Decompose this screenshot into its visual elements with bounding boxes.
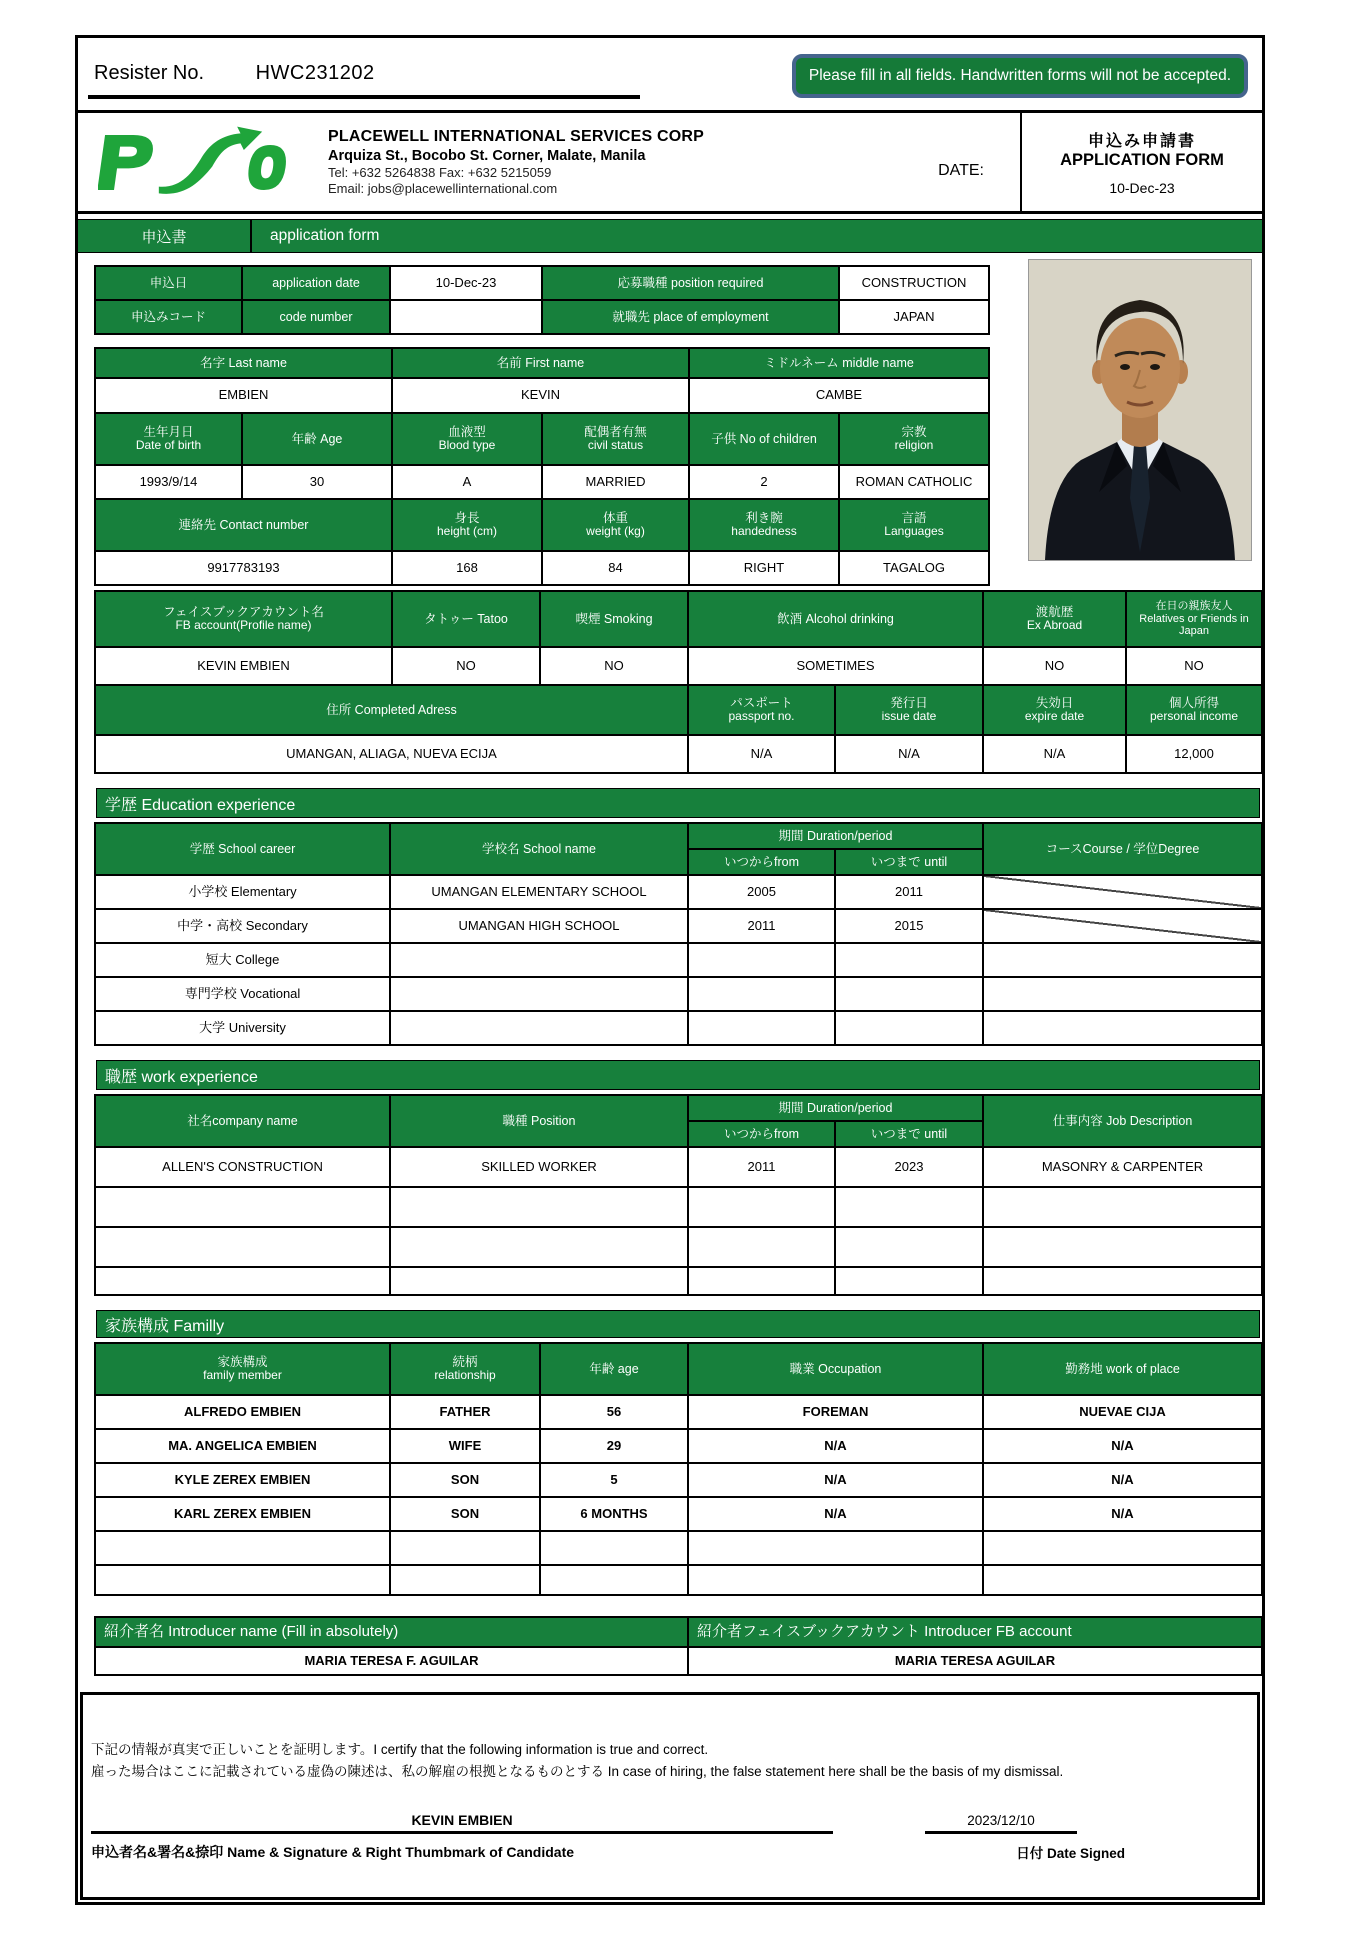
label-family-age: 年齢 age [541,1344,689,1396]
label-application-date-jp: 申込日 [96,267,243,301]
row-code-number [94,301,990,335]
label-weight: 体重 weight (kg) [543,500,690,552]
label-edu-from: いつからfrom [689,850,836,876]
field-family-occ [689,1532,984,1566]
field-code-number [391,301,543,335]
application-form-bar-jp: 申込書 [78,220,252,252]
label-address: 住所 Completed Adress [96,686,689,736]
field-family-rel [391,1566,541,1596]
label-ex-abroad: 渡航歴 Ex Abroad [984,592,1127,648]
label-relationship: 続柄 relationship [391,1344,541,1396]
field-family-occ: N/A [689,1430,984,1464]
field-family-place [984,1566,1263,1596]
row-fb-headers [94,590,1263,648]
label-middle-name: ミドルネーム middle name [690,349,990,379]
field-family-rel [391,1532,541,1566]
work-row [94,1268,1263,1296]
field-edu-from: 2011 [689,910,836,944]
section-bar-work: 職歴 work experience [96,1060,1260,1090]
field-work-position [391,1188,689,1228]
field-work-position: SKILLED WORKER [391,1148,689,1188]
signature-row [91,1812,1243,1834]
field-edu-course [984,944,1263,978]
label-family-member: 家族構成 family member [96,1344,391,1396]
field-family-age: 29 [541,1430,689,1464]
label-application-date-en: application date [243,267,391,301]
label-work-duration: 期間 Duration/period [689,1096,984,1122]
signature-name: KEVIN EMBIEN [91,1812,833,1834]
field-ex-abroad: NO [984,648,1127,686]
field-edu-from [689,978,836,1012]
form-title-en: APPLICATION FORM [1060,151,1224,169]
company-name: PLACEWELL INTERNATIONAL SERVICES CORP [328,127,705,145]
company-telfax: Tel: +632 5264838 Fax: +632 5215059 [328,164,552,180]
field-age: 30 [243,466,393,500]
field-family-member: ALFREDO EMBIEN [96,1396,391,1430]
family-row [94,1464,1263,1498]
field-family-member: KARL ZEREX EMBIEN [96,1498,391,1532]
field-work-company [96,1268,391,1296]
field-edu-school: UMANGAN HIGH SCHOOL [391,910,689,944]
education-row [94,1012,1263,1046]
label-edu-until: いつまで until [836,850,984,876]
field-application-date: 10-Dec-23 [391,267,543,301]
row-address-values [94,736,1263,774]
label-school-career: 学歴 School career [96,824,391,876]
field-edu-from [689,1012,836,1046]
field-work-from [689,1228,836,1268]
label-blood-type: 血液型 Blood type [393,414,543,466]
label-introducer-name: 紹介者名 Introducer name (Fill in absolutely) [96,1618,689,1648]
field-edu-from [689,944,836,978]
field-family-place: N/A [984,1498,1263,1532]
field-work-from [689,1268,836,1296]
field-languages: TAGALOG [840,552,990,586]
field-last-name: EMBIEN [96,379,393,414]
field-edu-career: 短大 College [96,944,391,978]
field-work-from: 2011 [689,1148,836,1188]
field-family-occ [689,1566,984,1596]
label-code-number-en: code number [243,301,391,335]
label-languages: 言語 Languages [840,500,990,552]
row-contact-headers [94,500,990,552]
field-family-member: MA. ANGELICA EMBIEN [96,1430,391,1464]
family-row [94,1430,1263,1464]
row-contact-values [94,552,990,586]
label-job-description: 仕事内容 Job Description [984,1096,1263,1148]
field-edu-until: 2015 [836,910,984,944]
field-edu-course [984,978,1263,1012]
label-relatives-japan: 在日の親族友人 Relatives or Friends in Japan [1127,592,1263,648]
field-edu-career: 大学 University [96,1012,391,1046]
field-work-until [836,1228,984,1268]
field-edu-career: 小学校 Elementary [96,876,391,910]
label-edu-duration: 期間 Duration/period [689,824,984,850]
field-edu-career: 中学・高校 Secondary [96,910,391,944]
field-family-member [96,1532,391,1566]
certification-line-1: 下記の情報が真実で正しいことを証明します。I certify that the following information is true and correct. [91,1742,709,1757]
field-edu-until: 2011 [836,876,984,910]
label-alcohol: 飲酒 Alcohol drinking [689,592,984,648]
field-family-member [96,1566,391,1596]
field-family-age: 56 [541,1396,689,1430]
education-row [94,978,1263,1012]
label-work-from: いつからfrom [689,1122,836,1148]
field-introducer-name: MARIA TERESA F. AGUILAR [96,1648,689,1676]
field-passport-no: N/A [689,736,836,774]
field-work-position [391,1268,689,1296]
label-company-name: 社名company name [96,1096,391,1148]
register-label: Resister No. [94,61,205,84]
label-occupation: 職業 Occupation [689,1344,984,1396]
field-family-member: KYLE ZEREX EMBIEN [96,1464,391,1498]
field-height: 168 [393,552,543,586]
field-expire-date: N/A [984,736,1127,774]
label-handedness: 利き腕 handedness [690,500,840,552]
label-personal-income: 個人所得 personal income [1127,686,1263,736]
field-edu-career: 専門学校 Vocational [96,978,391,1012]
placewell-logo [78,120,328,205]
field-civil-status: MARRIED [543,466,690,500]
field-edu-from: 2005 [689,876,836,910]
field-edu-course [984,1012,1263,1046]
row-address-headers [94,686,1263,736]
row-application-date [94,265,990,301]
label-passport-no: パスポート passport no. [689,686,836,736]
education-row [94,910,1263,944]
field-family-rel: FATHER [391,1396,541,1430]
field-religion: ROMAN CATHOLIC [840,466,990,500]
notice-banner: Please fill in all fields. Handwritten forms will not be accepted. [792,54,1248,98]
label-code-number-jp: 申込みコード [96,301,243,335]
section-bar-education: 学歴 Education experience [96,788,1260,818]
company-header [78,110,1262,214]
field-relatives-japan: NO [1127,648,1263,686]
field-work-desc [984,1228,1263,1268]
field-edu-until [836,1012,984,1046]
label-tatoo: タトゥー Tatoo [393,592,541,648]
form-title-block [1020,113,1262,211]
label-introducer-fb: 紹介者フェイスブックアカウント Introducer FB account [689,1618,1263,1648]
field-family-rel: SON [391,1498,541,1532]
label-place-of-employment: 就職先 place of employment [543,301,840,335]
label-course-degree: コースCourse / 学位Degree [984,824,1263,876]
label-issue-date: 発行日 issue date [836,686,984,736]
field-family-occ: N/A [689,1498,984,1532]
family-row [94,1566,1263,1596]
field-work-until [836,1268,984,1296]
field-introducer-fb: MARIA TERESA AGUILAR [689,1648,1263,1676]
family-row [94,1396,1263,1430]
label-contact-number: 連絡先 Contact number [96,500,393,552]
field-work-desc [984,1268,1263,1296]
company-address: Arquiza St., Bocobo St. Corner, Malate, Manila [328,147,646,164]
introducer-header [94,1616,1263,1648]
certification-box [80,1692,1260,1900]
field-family-age: 5 [541,1464,689,1498]
row-personal-headers [94,414,990,466]
field-work-company [96,1188,391,1228]
introducer-values [94,1648,1263,1676]
label-expire-date: 失効日 expire date [984,686,1127,736]
family-row [94,1532,1263,1566]
register-row [78,38,1262,110]
field-edu-until [836,978,984,1012]
signature-name-label: 申込者名&署名&捺印 Name & Signature & Right Thumbmark of Candidate [91,1844,575,1861]
field-work-desc [984,1188,1263,1228]
field-family-occ: N/A [689,1464,984,1498]
applicant-photo [1028,259,1252,561]
field-work-company: ALLEN'S CONSTRUCTION [96,1148,391,1188]
label-height: 身長 height (cm) [393,500,543,552]
field-family-rel: WIFE [391,1430,541,1464]
field-tatoo: NO [393,648,541,686]
field-family-occ: FOREMAN [689,1396,984,1430]
field-place-of-employment: JAPAN [840,301,990,335]
label-date-of-birth: 生年月日 Date of birth [96,414,243,466]
field-position-required: CONSTRUCTION [840,267,990,301]
field-fb-account: KEVIN EMBIEN [96,648,393,686]
row-name-headers [94,347,990,379]
education-row [94,876,1263,910]
date-signed-label: 日付 Date Signed [1016,1846,1125,1862]
field-edu-school [391,1012,689,1046]
field-edu-until [836,944,984,978]
field-issue-date: N/A [836,736,984,774]
field-work-company [96,1228,391,1268]
field-edu-school [391,978,689,1012]
label-civil-status: 配偶者有無 civil status [543,414,690,466]
label-work-of-place: 勤務地 work of place [984,1344,1263,1396]
register-number [88,54,640,99]
company-email: Email: jobs@placewellinternational.com [328,181,558,197]
work-row [94,1188,1263,1228]
field-personal-income: 12,000 [1127,736,1263,774]
field-first-name: KEVIN [393,379,690,414]
certification-line-2: 雇った場合はここに記載されている虚偽の陳述は、私の解雇の根拠となるものとする In case of hiring, the false statement here shall be the basis of my dismissal. [91,1763,1064,1779]
placewell-logo-icon [98,120,303,200]
field-edu-course-crossed [984,910,1263,944]
signature-labels [91,1842,1243,1862]
form-title-jp: 申込み申請書 [1087,133,1196,150]
field-family-age [541,1532,689,1566]
work-row [94,1148,1263,1188]
family-header [94,1342,1263,1396]
work-row [94,1228,1263,1268]
signature-date: 2023/12/10 [925,1813,1077,1834]
field-date-of-birth: 1993/9/14 [96,466,243,500]
field-work-until: 2023 [836,1148,984,1188]
field-contact-number: 9917783193 [96,552,393,586]
field-smoking: NO [541,648,689,686]
family-row [94,1498,1263,1532]
field-family-rel: SON [391,1464,541,1498]
field-family-place: NUEVAE CIJA [984,1396,1263,1430]
field-family-age [541,1566,689,1596]
field-family-place [984,1532,1263,1566]
row-fb-values [94,648,1263,686]
field-work-from [689,1188,836,1228]
row-personal-values [94,466,990,500]
label-first-name: 名前 First name [393,349,690,379]
form-date-value: 10-Dec-23 [1109,180,1175,196]
label-work-until: いつまで until [836,1122,984,1148]
register-value: HWC231202 [255,61,375,84]
label-fb-account: フェイスブックアカウント名 FB account(Profile name) [96,592,393,648]
label-smoking: 喫煙 Smoking [541,592,689,648]
field-address: UMANGAN, ALIAGA, NUEVA ECIJA [96,736,689,774]
label-position: 職種 Position [391,1096,689,1148]
field-family-place: N/A [984,1430,1263,1464]
label-religion: 宗教 religion [840,414,990,466]
field-handedness: RIGHT [690,552,840,586]
label-position-required: 応募職種 position required [543,267,840,301]
education-row [94,944,1263,978]
field-family-place: N/A [984,1464,1263,1498]
field-alcohol: SOMETIMES [689,648,984,686]
field-edu-school [391,944,689,978]
field-work-position [391,1228,689,1268]
field-weight: 84 [543,552,690,586]
field-work-desc: MASONRY & CARPENTER [984,1148,1263,1188]
field-edu-school: UMANGAN ELEMENTARY SCHOOL [391,876,689,910]
company-info [328,127,704,198]
date-label: DATE: [938,162,984,179]
field-middle-name: CAMBE [690,379,990,414]
label-age: 年齢 Age [243,414,393,466]
section-bar-application-form [78,219,1262,253]
field-blood-type: A [393,466,543,500]
application-form-bar-en: application form [252,220,1262,252]
field-family-age: 6 MONTHS [541,1498,689,1532]
field-work-until [836,1188,984,1228]
row-name-values [94,379,990,414]
application-form-sheet [75,35,1265,1905]
label-last-name: 名字 Last name [96,349,393,379]
top-area [94,265,1262,586]
field-no-of-children: 2 [690,466,840,500]
label-no-of-children: 子供 No of children [690,414,840,466]
work-header [94,1094,1263,1148]
field-edu-course-crossed [984,876,1263,910]
section-bar-family: 家族構成 Familly [96,1310,1260,1338]
education-header [94,822,1263,876]
label-school-name: 学校名 School name [391,824,689,876]
